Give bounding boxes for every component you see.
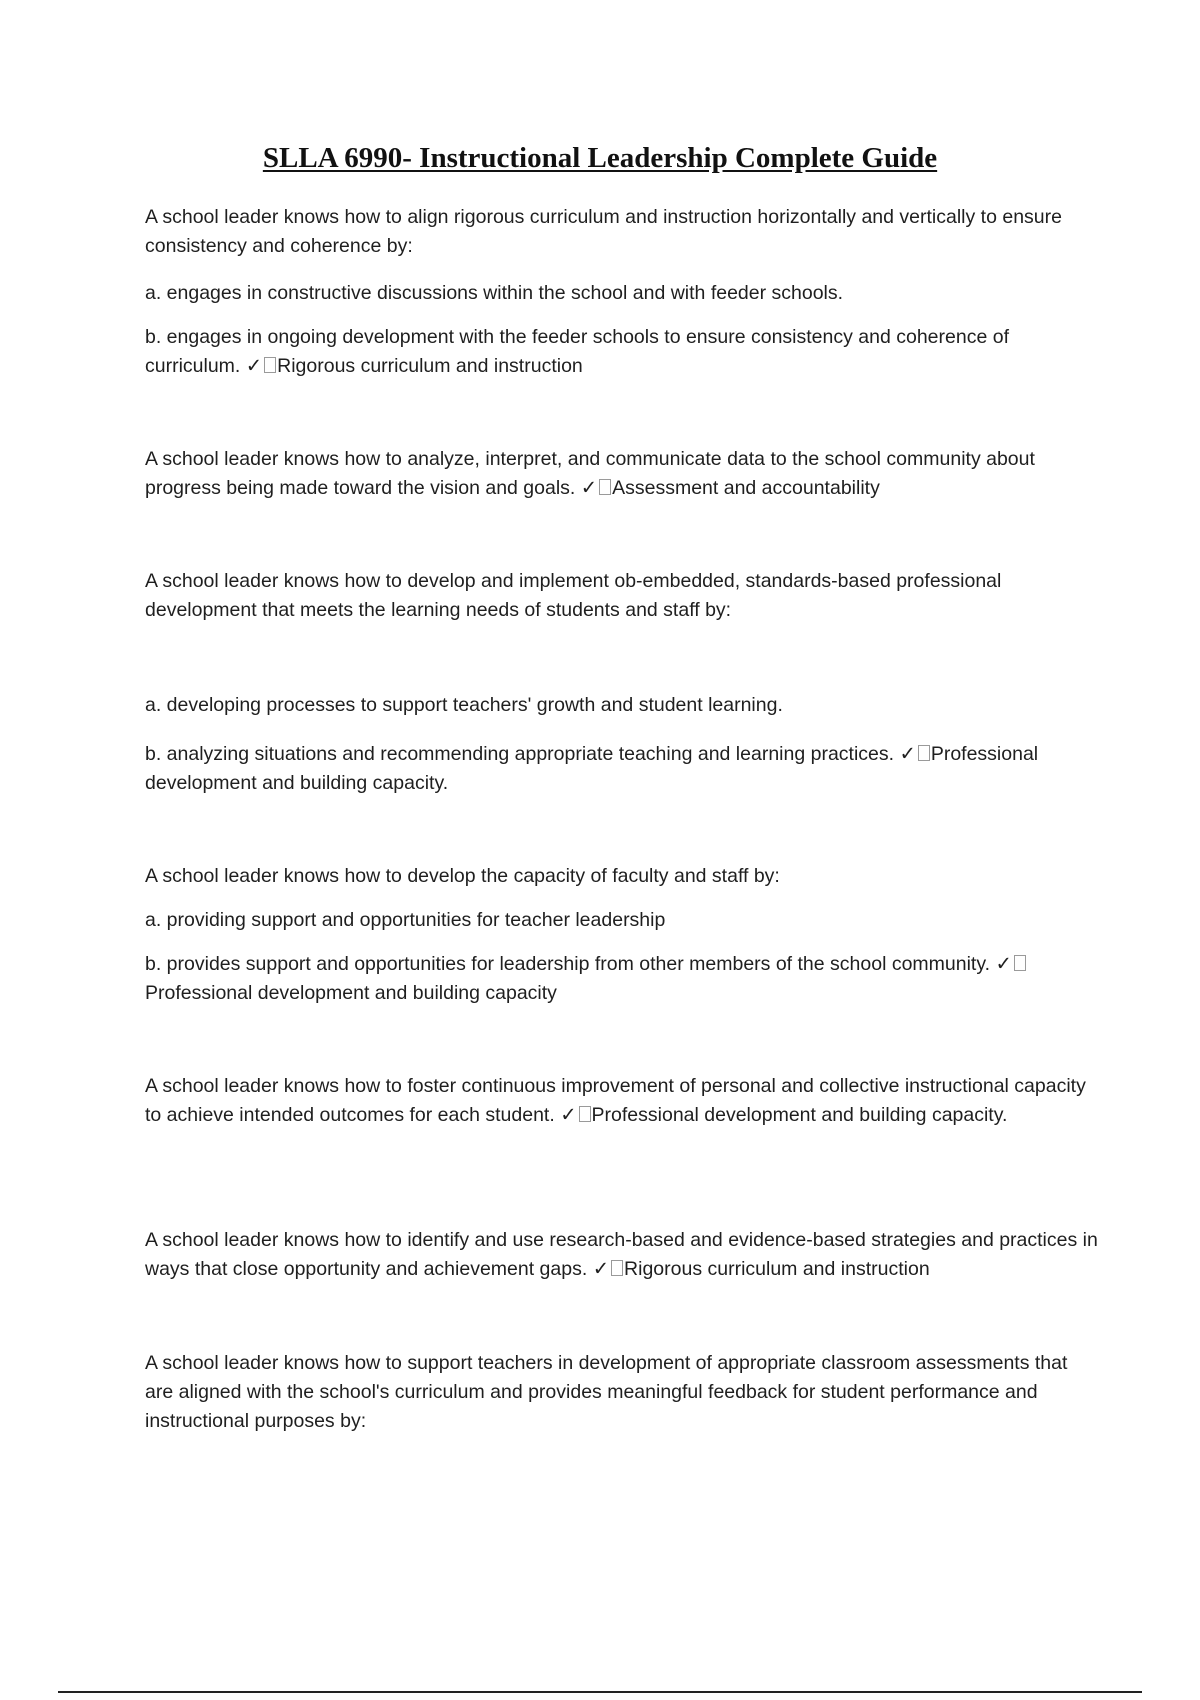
check-mark-icon: ✓ (899, 743, 916, 765)
empty-box-icon (599, 479, 611, 495)
question-paragraph: A school leader knows how to identify and use research-based and evidence-based strategies and practices in ways that close opportunity and achievement gaps. ✓ Rigorous curriculum and instruction (145, 1229, 1098, 1280)
check-mark-icon: ✓ (560, 1104, 577, 1126)
question-paragraph: A school leader knows how to develop and implement ob-embedded, standards-based professional development that meets the learning needs of students and staff by: (145, 570, 1002, 621)
answer-text: Assessment and accountability (612, 477, 880, 499)
check-mark-icon: ✓ (995, 953, 1012, 975)
answer-text: Professional development and building capacity. (145, 743, 1039, 794)
document-title: SLLA 6990- Instructional Leadership Complete Guide (262, 142, 938, 174)
check-mark-icon: ✓ (592, 1258, 610, 1280)
answer-text: Rigorous curriculum and instruction (624, 1258, 930, 1280)
answer-text: Professional development and building capacity (145, 982, 557, 1004)
empty-box-icon (1014, 955, 1026, 971)
question-paragraph: A school leader knows how to develop the capacity of faculty and staff by: (145, 865, 780, 887)
option-paragraph: a. providing support and opportunities for teacher leadership (145, 909, 666, 931)
check-mark-icon: ✓ (245, 355, 263, 377)
option-paragraph: b. provides support and opportunities for leadership from other members of the school community. ✓Professional development and building capacity (145, 950, 1100, 1008)
option-paragraph: b. analyzing situations and recommending appropriate teaching and learning practices. ✓ Professional development and building capacity. (145, 743, 1039, 794)
answer-text: Rigorous curriculum and instruction (277, 355, 583, 377)
empty-box-icon (918, 745, 930, 761)
answer-text: Professional development and building capacity. (591, 1104, 1008, 1126)
page-bottom-rule (58, 1691, 1142, 1693)
check-mark-icon: ✓ (580, 477, 598, 499)
option-paragraph: a. developing processes to support teachers' growth and student learning. (145, 694, 783, 716)
empty-box-icon (611, 1260, 623, 1276)
option-paragraph: a. engages in constructive discussions within the school and with feeder schools. (145, 282, 844, 304)
question-paragraph: A school leader knows how to analyze, interpret, and communicate data to the school community about progress being made toward the vision and goals. ✓ Assessment and accountability (145, 448, 1035, 499)
empty-box-icon (264, 357, 276, 373)
empty-box-icon (579, 1106, 591, 1122)
question-paragraph: A school leader knows how to support teachers in development of appropriate classroom assessments that are aligned with the school's curriculum and provides meaningful feedback for student performance and instructional purposes by: (145, 1352, 1068, 1432)
question-paragraph: A school leader knows how to foster continuous improvement of personal and collective instructional capacity to achieve intended outcomes for each student. ✓ Professional development and building capacity. (145, 1075, 1086, 1126)
option-paragraph: b. engages in ongoing development with the feeder schools to ensure consistency and coherence of curriculum. ✓ Rigorous curriculum and instruction (145, 326, 1009, 377)
question-paragraph: A school leader knows how to align rigorous curriculum and instruction horizontally and vertically to ensure consistency and coherence by: (145, 206, 1062, 257)
